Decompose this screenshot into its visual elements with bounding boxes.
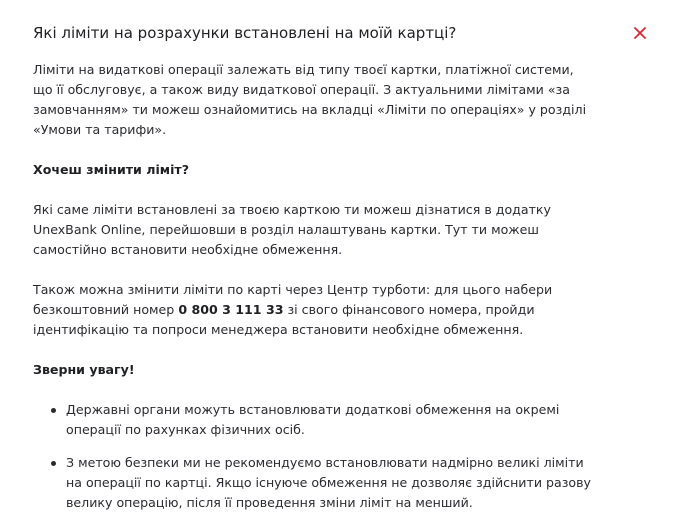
subheading-change-limit: Хочеш змінити ліміт? [33, 162, 190, 177]
list-item [66, 453, 593, 512]
faq-header [33, 21, 649, 45]
answer-paragraph-care-center [33, 280, 593, 340]
care-center-text-after: зі свого фінансового номера, пройди ідентифікацію та попроси менеджера встановити необхідне обмеження. [33, 302, 535, 337]
faq-title: Які ліміти на розрахунки встановлені на моїй картці? [33, 24, 457, 42]
close-icon [634, 27, 646, 39]
close-button[interactable] [631, 21, 649, 45]
answer-paragraph-app: Які саме ліміти встановлені за твоєю карткою ти можеш дізнатися в додатку UnexBank Online, перейшовши в розділ налаштувань картки. Тут ти можеш самостійно встановити необхідне обмеження. [33, 202, 551, 257]
faq-answer [33, 60, 593, 512]
bullet-icon [51, 408, 56, 413]
subheading-attention: Зверни увагу! [33, 362, 135, 377]
list-item-text: З метою безпеки ми не рекомендуємо встановлювати надмірно великі ліміти на операції по картці. Якщо існуюче обмеження не дозволяє здійснити разову велику операцію, після її проведення зміни ліміт на менший. [66, 455, 591, 510]
answer-paragraph-limits: Ліміти на видаткові операції залежать від типу твоєї картки, платіжної системи, що її обслуговує, а також виду видаткової операції. З актуальними лімітами «за замовчанням» ти можеш ознайомитись на вкладці «Ліміти по операціях» у розділі «Умови та тарифи». [33, 62, 587, 137]
phone-number: 0 800 3 111 33 [178, 302, 284, 317]
bullet-icon [51, 461, 56, 466]
attention-list [33, 400, 593, 512]
list-item-text: Державні органи можуть встановлювати додаткові обмеження на окремі операції по рахунках фізичних осіб. [66, 402, 560, 437]
list-item [66, 400, 593, 440]
care-center-text-before: Також можна змінити ліміти по карті через Центр турботи: для цього набери безкоштовний номер [33, 282, 553, 317]
